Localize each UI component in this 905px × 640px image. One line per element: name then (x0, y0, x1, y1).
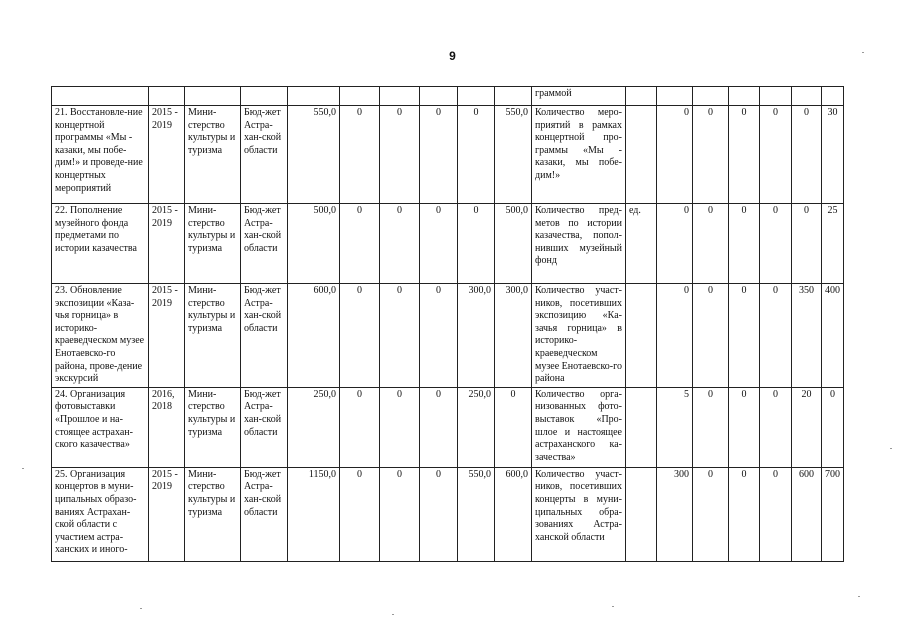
unit: ед. (626, 204, 657, 284)
indicator-value: 0 (792, 204, 822, 284)
indicator-continuation: граммой (532, 87, 626, 106)
unit (626, 467, 657, 561)
indicator-name: Количество меро-приятий в рамках концертной про-граммы «Мы - казаки, мы побе-дим!» (532, 106, 626, 204)
total-amount: 1150,0 (288, 467, 340, 561)
indicator-value: 0 (693, 387, 729, 467)
measure-name: 24. Организация фотовыставки «Прошлое и на-стоящее астрахан-ского казачества» (52, 387, 149, 467)
indicator-name: Количество участ-ников, посетивших концерты в муни-ципальных обра-зованиях Астра-ханской области (532, 467, 626, 561)
year-amount: 550,0 (495, 106, 532, 204)
indicator-value: 0 (729, 467, 760, 561)
indicator-value: 300 (657, 467, 693, 561)
year-amount: 0 (340, 387, 380, 467)
year-amount: 0 (420, 284, 458, 388)
period: 2015 - 2019 (149, 467, 185, 561)
funding-source: Бюд-жет Астра-хан-ской области (241, 467, 288, 561)
year-amount: 500,0 (495, 204, 532, 284)
year-amount: 0 (340, 106, 380, 204)
indicator-value: 0 (760, 204, 792, 284)
executor: Мини-стерство культуры и туризма (185, 387, 241, 467)
scan-speck (140, 608, 142, 609)
indicator-value: 25 (822, 204, 844, 284)
page-number: 9 (449, 49, 456, 63)
year-amount: 0 (495, 387, 532, 467)
year-amount: 0 (380, 467, 420, 561)
indicator-value: 0 (760, 284, 792, 388)
indicator-value: 0 (729, 106, 760, 204)
indicator-value: 30 (822, 106, 844, 204)
period: 2016, 2018 (149, 387, 185, 467)
table-row (52, 204, 844, 284)
year-amount: 0 (458, 204, 495, 284)
indicator-value: 0 (729, 387, 760, 467)
year-amount: 300,0 (495, 284, 532, 388)
indicator-value: 0 (657, 284, 693, 388)
indicator-value: 0 (760, 106, 792, 204)
indicator-value: 0 (693, 204, 729, 284)
indicator-value: 350 (792, 284, 822, 388)
scan-speck (22, 468, 24, 469)
total-amount: 550,0 (288, 106, 340, 204)
funding-source: Бюд-жет Астра-хан-ской области (241, 106, 288, 204)
scan-speck (862, 52, 864, 53)
measure-name: 25. Организация концертов в муни-ципальных образо-ваниях Астрахан-ской области с участием астра-ханских и иного- (52, 467, 149, 561)
indicator-value: 0 (822, 387, 844, 467)
indicator-value: 400 (822, 284, 844, 388)
indicator-name: Количество орга-низованных фото-выставок «Про-шлое и настоящее астраханского ка-зачества» (532, 387, 626, 467)
table-row (52, 467, 844, 561)
indicator-value: 20 (792, 387, 822, 467)
period: 2015 - 2019 (149, 204, 185, 284)
year-amount: 0 (420, 387, 458, 467)
year-amount: 0 (340, 467, 380, 561)
year-amount: 0 (420, 106, 458, 204)
measure-name: 22. Пополнение музейного фонда предметами по истории казачества (52, 204, 149, 284)
indicator-value: 0 (792, 106, 822, 204)
funding-source: Бюд-жет Астра-хан-ской области (241, 204, 288, 284)
executor: Мини-стерство культуры и туризма (185, 284, 241, 388)
indicator-name: Количество участ-ников, посетивших экспозицию «Ка-зачья горница» в историко-краеведческом музее Енотаевско-го района (532, 284, 626, 388)
indicator-value: 700 (822, 467, 844, 561)
executor: Мини-стерство культуры и туризма (185, 106, 241, 204)
scan-speck (890, 448, 892, 449)
indicator-value: 5 (657, 387, 693, 467)
unit (626, 284, 657, 388)
indicator-value: 0 (657, 204, 693, 284)
executor: Мини-стерство культуры и туризма (185, 467, 241, 561)
indicator-value: 0 (693, 284, 729, 388)
measure-name: 21. Восстановле-ние концертной программы «Мы - казаки, мы побе-дим!» и проведе-ние концертных мероприятий (52, 106, 149, 204)
indicator-value: 0 (693, 467, 729, 561)
year-amount: 0 (380, 387, 420, 467)
year-amount: 0 (380, 106, 420, 204)
year-amount: 600,0 (495, 467, 532, 561)
indicator-name: Количество пред-метов по истории казачества, попол-нивших музейный фонд (532, 204, 626, 284)
unit (626, 387, 657, 467)
year-amount: 0 (340, 204, 380, 284)
total-amount: 250,0 (288, 387, 340, 467)
table-row (52, 106, 844, 204)
unit (626, 106, 657, 204)
indicator-value: 0 (760, 467, 792, 561)
indicator-value: 0 (729, 284, 760, 388)
indicator-value: 600 (792, 467, 822, 561)
funding-source: Бюд-жет Астра-хан-ской области (241, 387, 288, 467)
measure-name: 23. Обновление экспозиции «Каза-чья горница» в историко-краеведческом музее Енотаевско-го района, прове-дение экскурсий (52, 284, 149, 388)
indicator-value: 0 (693, 106, 729, 204)
year-amount: 0 (458, 106, 495, 204)
year-amount: 550,0 (458, 467, 495, 561)
year-amount: 0 (420, 204, 458, 284)
year-amount: 300,0 (458, 284, 495, 388)
table-row (52, 387, 844, 467)
year-amount: 0 (380, 204, 420, 284)
total-amount: 500,0 (288, 204, 340, 284)
scan-speck (858, 596, 860, 597)
continuation-row (52, 87, 844, 106)
period: 2015 - 2019 (149, 284, 185, 388)
year-amount: 0 (420, 467, 458, 561)
funding-source: Бюд-жет Астра-хан-ской области (241, 284, 288, 388)
scan-speck (612, 606, 614, 607)
total-amount: 600,0 (288, 284, 340, 388)
period: 2015 - 2019 (149, 106, 185, 204)
year-amount: 0 (380, 284, 420, 388)
indicator-value: 0 (657, 106, 693, 204)
program-table (51, 86, 844, 562)
year-amount: 250,0 (458, 387, 495, 467)
year-amount: 0 (340, 284, 380, 388)
table-row (52, 284, 844, 388)
scan-speck (392, 614, 394, 615)
indicator-value: 0 (760, 387, 792, 467)
indicator-value: 0 (729, 204, 760, 284)
executor: Мини-стерство культуры и туризма (185, 204, 241, 284)
